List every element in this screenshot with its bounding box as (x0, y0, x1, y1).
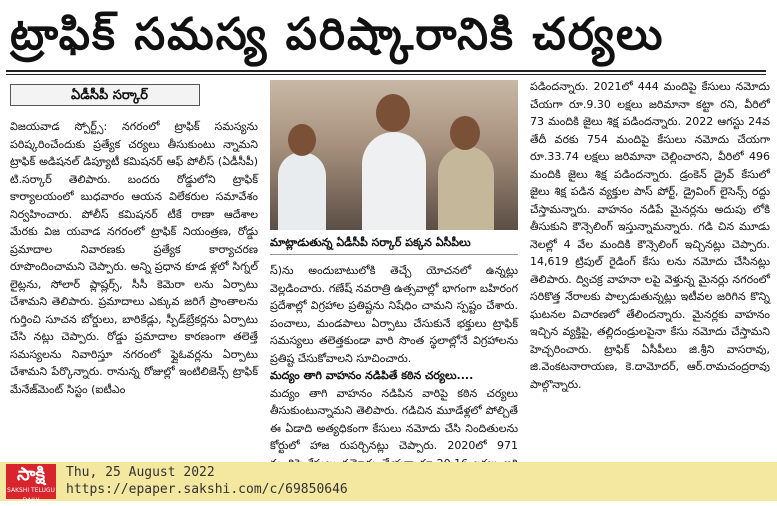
press-photo (270, 80, 518, 230)
logo-mark: సాక్షి (17, 464, 45, 485)
photo-person-left (278, 152, 326, 230)
byline-kicker: ఏడీసీపీ సర్కార్ (10, 84, 200, 106)
logo-subtitle: SAKSHI TELUGU DAILY (7, 487, 55, 504)
article-column-2 (270, 262, 518, 456)
photo-head-left (288, 124, 316, 156)
edition-date: Thu, 25 August 2022 (66, 465, 215, 480)
column-1-text: విజయవాడ స్పోర్ట్స్: నగరంలో ట్రాఫిక్ సమస్యను పరిష్కరించేందుకు ప్రత్యేక చర్యలు తీసుకుంటు న్నామని ట్రాఫిక్ అడిషనల్ డిప్యూటీ కమిషనర్ ఆఫ్ పోలీస్ (ఏడీసీపీ) టి.సర్కార్ తెలిపారు. బందరు రోడ్డులోని ట్రాఫిక్ కార్యాలయంలో బుధవారం ఆయన విలేకరుల సమావేశం నిర్వహించారు. పోలీస్ కమిషనర్ టీకే రాణా ఆదేశాల మేరకు విజ యవాడ నగరంలో ట్రాఫిక్ నియంత్రణ, రోడ్డు ప్రమాదాల నివారణకు ప్రత్యేక కార్యాచరణ రూపొందించామని చెప్పారు. అన్ని ప్రధాన కూడ ళ్లలో సిగ్నల్ లైట్లను, సోలార్ ప్లాష్లర్స్, సీసీ కెమెరా లను ఏర్పాటు చేశామని తెలిపారు. ప్రమాదాలు ఎక్కువ జరిగే ప్రాంతాలను గుర్తించి సూచన బోర్డులు, బారికేడ్లు, స్పీడ్‌బ్రేకర్లను ఏర్పాటు చేసి నట్లు చెప్పారు. రోడ్డు ప్రమాదాల కారణంగా తలెత్తే సమస్యలను నివారిస్తూ నగరంలో ఫ్లైఓవర్లను ఏర్పాటు చేశామని పేర్కొన్నారు. రానున్న రోజుల్లో ఇంటిలిజెన్స్ ట్రాఫిక్ మేనేజ్‌మెంట్ సిస్టం (ఐటీఎం (10, 120, 258, 396)
photo-person-center (362, 132, 426, 230)
column-3-text: పడిందన్నారు. 2021లో 444 మందిపై కేసులు నమోదు చేయగా రూ.9.30 లక్షలు జరిమానా కట్టా రని, వీరిలో 73 మందికి జైలు శిక్ష పడిందన్నారు. 2022 ఆగస్టు 24వ తేదీ వరకు 754 మందిపై కేసులు నమోదు చేయగా రూ.33.74 లక్షలు జరిమానా చెల్లించారని, వీరిలో 496 మందికి జైలు శిక్ష పడిందన్నారు. డ్రంకెన్ డ్రైవ్ కేసులో జైలు శిక్ష పడిన వ్యక్తుల పాస్ పోర్ట్, డ్రైవింగ్ లైసెన్స్ రద్దు చేస్తామన్నారు. వాహనం నడిపే మైనర్లను అదుపు లోకి తీసుకుని కౌన్సెలింగ్ ఇస్తున్నామన్నారు. గడి చిన మూడు నెలల్లో 4 వేల మందికి కౌన్సెలింగ్ ఇచ్చినట్లు చెప్పారు. 14,619 ట్రిపుల్ రైడింగ్ కేసు లను నమోదు చేసినట్లు తెలిపారు. ద్విచక్ర వాహనా లపై వెళ్తున్న మైనర్లు నగరంలో సరికొత్త నేరాలకు పాల్పడుతున్నట్లు ఇటీవల జరిగిన కొన్ని ఘటనల విచారణలో తేలిందన్నారు. మైనర్లకు వాహనం ఇచ్చిన వ్యక్తిపై, తల్లిదండ్రులపైనా కేసు నమోదు చేస్తామని హెచ్చరించారు. ట్రాఫిక్ ఏసీపీలు జి.శ్రీని వాసరావు, జి.వెంకటనారాయణ, కె.దామోదర్, ఆర్.రామచంద్రరావు పాల్గొన్నారు. (530, 80, 770, 391)
epaper-url[interactable]: https://epaper.sakshi.com/c/69850646 (66, 482, 348, 497)
headline-rule-secondary (6, 74, 766, 75)
sakshi-logo (6, 464, 56, 504)
photo-head-right (450, 116, 480, 150)
photo-head-center (376, 94, 410, 132)
headline-rule (6, 70, 766, 72)
photo-caption: మాట్లాడుతున్న ఏడీసీపీ సర్కార్ పక్కన ఏసీపీలు (270, 232, 518, 255)
photo-person-right (438, 146, 494, 230)
column-2-body: మద్యం తాగి వాహనం నడిపిన వారిపై కఠిన చర్యలు తీసుకుంటున్నామని తెలిపారు. గడిచిన మూడేళ్లలో పోల్చితే ఈ ఏడాది అత్యధికంగా కేసులు నమోదు చేసి నిందితులను కోర్టులో హాజ రుపర్చినట్లు చెప్పారు. 2020లో 971 (270, 386, 518, 452)
column-2-subhead: మద్యం తాగి వాహనం నడిపితే కఠిన చర్యలు.... (270, 369, 474, 382)
column-2-intro: స్)ను అందుబాటులోకి తెచ్చే యోచనలో ఉన్నట్లు వెల్లడించారు. గణేష్ నవరాత్రి ఉత్సవాల్లో భాగంగా బహిరంగ ప్రదేశాల్లో విగ్రహాల ప్రతిష్టను నిషేధిం చామని స్పష్టం చేశారు. పంచాలు, మండపాలు ఏర్పాటు చేసుకునే భక్తులు ట్రాఫిక్ సమస్యలు తలెత్తకుండా వారి సొంత స్థలాల్లోనే విగ్రహాలను ప్రతిష్ట చేసుకోవాలని సూచించారు. (270, 264, 518, 365)
article-column-3 (530, 78, 770, 456)
article-column-1 (10, 118, 258, 456)
epaper-footer (0, 462, 777, 504)
headline: ట్రాఫిక్ సమస్య పరిష్కారానికి చర్యలు (10, 9, 665, 60)
